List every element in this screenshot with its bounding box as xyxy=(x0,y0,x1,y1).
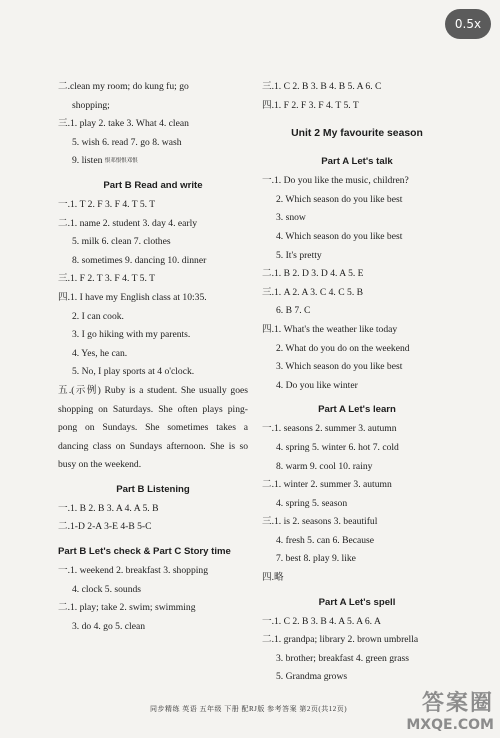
answer-line: 2. What do you do on the weekend xyxy=(276,342,410,354)
answer-line: 7. best 8. play 9. like xyxy=(276,553,356,565)
answer-line: 4. spring 5. season xyxy=(276,497,348,509)
unit-heading: Unit 2 My favourite season xyxy=(291,128,423,140)
right-column xyxy=(262,78,452,687)
section-heading: Part B Listening xyxy=(116,483,190,495)
watermark-text: 答案圈 xyxy=(421,691,494,716)
section-heading: Part B Read and write xyxy=(103,179,203,191)
answer-line: 二.clean my room; do kung fu; go xyxy=(58,81,189,92)
answer-line: 四.1. F 2. F 3. F 4. T 5. T xyxy=(262,99,359,111)
answer-line: 三.1. play 2. take 3. What 4. clean xyxy=(58,118,189,130)
answer-line: 2. I can cook. xyxy=(72,310,124,322)
answer-line: 4. spring 5. winter 6. hot 7. cold xyxy=(276,441,399,453)
sample-paragraph: 五.(示例) Ruby is a student. She usually goes shopping on Saturdays. She often plays ping-pong on Sundays. She sometimes takes a dancing class on Sundays afternoon. She is so busy on the weekend. xyxy=(58,384,248,471)
answer-line: 3. brother; breakfast 4. green grass xyxy=(276,652,409,664)
answer-line: 4. Do you like winter xyxy=(276,379,358,391)
answer-line: 一.1. B 2. B 3. A 4. A 5. B xyxy=(58,502,159,514)
watermark-url: MXQE.COM xyxy=(406,717,494,733)
answer-line: 5. Grandma grows xyxy=(276,671,348,683)
section-heading: Part B Let's check & Part C Story time xyxy=(58,546,231,558)
answer-line: 4. fresh 5. can 6. Because xyxy=(276,534,375,546)
playback-speed-button[interactable]: 0.5x xyxy=(445,9,491,39)
section-heading: Part A Let's learn xyxy=(318,404,396,416)
answer-line: shopping; xyxy=(72,99,110,111)
answer-line: 3. snow xyxy=(276,212,306,224)
answer-line: 3. do 4. go 5. clean xyxy=(72,620,146,632)
section-heading: Part A Let's talk xyxy=(321,156,393,168)
answer-line: 三.1. is 2. seasons 3. beautiful xyxy=(262,516,378,528)
answer-line: 8. sometimes 9. dancing 10. dinner xyxy=(72,254,207,266)
answer-line: 4. clock 5. sounds xyxy=(72,583,142,595)
answer-line: 二.1. play; take 2. swim; swimming xyxy=(58,602,196,614)
answer-line: 3. I go hiking with my parents. xyxy=(72,329,191,341)
handwritten-note: 恨邓恨恨邓恨 xyxy=(104,158,138,165)
answer-line: 5. milk 6. clean 7. clothes xyxy=(72,236,171,248)
answer-line: 三.1. A 2. A 3. C 4. C 5. B xyxy=(262,286,364,298)
answer-line: 一.1. C 2. B 3. B 4. A 5. A 6. A xyxy=(262,615,381,627)
answer-line: 3. Which season do you like best xyxy=(276,361,403,373)
left-column xyxy=(58,78,248,636)
answer-line: 四.1. What's the weather like today xyxy=(262,323,398,335)
page-footer: 同步精练 英语 五年级 下册 配RJ版 参考答案 第2页(共12页) xyxy=(150,705,348,713)
answer-line: 二.1. winter 2. summer 3. autumn xyxy=(262,479,392,491)
answer-line: 5. wish 6. read 7. go 8. wash xyxy=(72,136,182,148)
answer-line: 四.略 xyxy=(262,572,284,584)
answer-line: 5. No, I play sports at 4 o'clock. xyxy=(72,366,195,378)
answer-line xyxy=(58,152,248,171)
watermark-logo xyxy=(406,686,494,733)
answer-line: 二.1-D 2-A 3-E 4-B 5-C xyxy=(58,521,152,533)
answer-line: 4. Yes, he can. xyxy=(72,347,128,359)
answer-line: 一.1. weekend 2. breakfast 3. shopping xyxy=(58,565,209,577)
answer-line: 6. B 7. C xyxy=(276,305,311,317)
answer-line: 三.1. F 2. T 3. F 4. T 5. T xyxy=(58,273,155,285)
answer-line: 2. Which season do you like best xyxy=(276,193,403,205)
answer-text: 9. listen xyxy=(72,155,103,167)
section-heading: Part A Let's spell xyxy=(318,596,396,608)
answer-line: 4. Which season do you like best xyxy=(276,230,403,242)
answer-line: 一.1. seasons 2. summer 3. autumn xyxy=(262,423,397,435)
answer-line: 二.1. grandpa; library 2. brown umbrella xyxy=(262,634,419,646)
answer-line: 5. It's pretty xyxy=(276,249,322,261)
answer-line: 8. warm 9. cool 10. rainy xyxy=(276,460,373,472)
answer-line: 四.1. I have my English class at 10:35. xyxy=(58,291,207,303)
answer-line: 二.1. name 2. student 3. day 4. early xyxy=(58,217,198,229)
answer-line: 三.1. C 2. B 3. B 4. B 5. A 6. C xyxy=(262,81,382,92)
answer-line: 二.1. B 2. D 3. D 4. A 5. E xyxy=(262,268,364,280)
answer-line: 一.1. T 2. F 3. F 4. T 5. T xyxy=(58,198,156,210)
answer-line: 一.1. Do you like the music, children? xyxy=(262,175,409,187)
